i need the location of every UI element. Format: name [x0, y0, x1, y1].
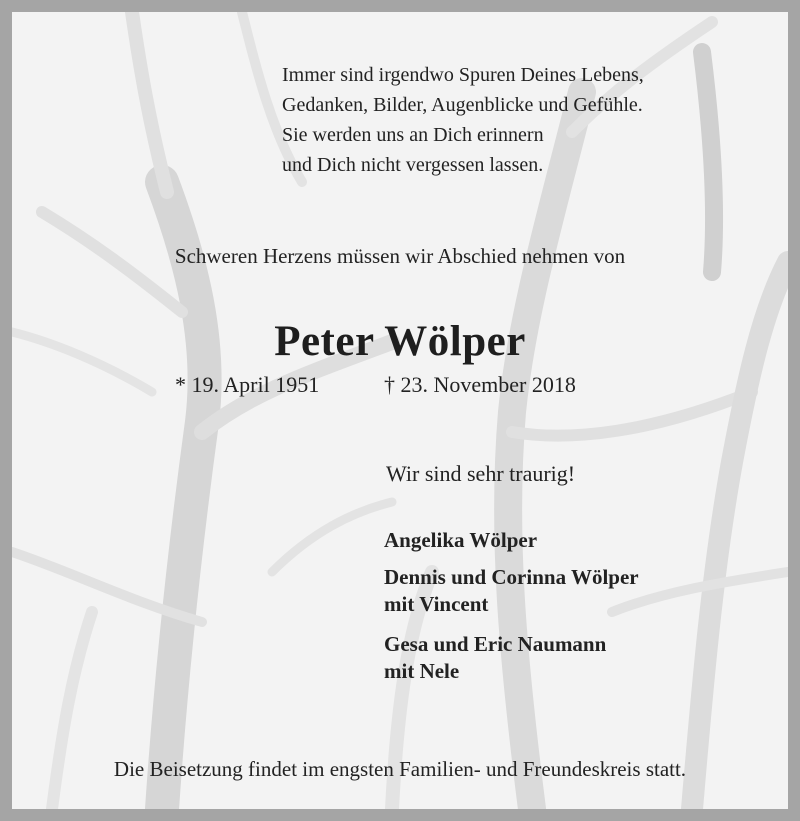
farewell-intro: Schweren Herzens müssen wir Abschied nehmen von — [174, 244, 626, 268]
burial-note: Die Beisetzung findet im engsten Familien- und Freundeskreis statt. — [113, 757, 687, 781]
obituary-card — [12, 12, 788, 809]
mourner-name: Dennis und Corinna Wölper — [384, 565, 639, 589]
mourning-statement: Wir sind sehr traurig! — [386, 461, 576, 486]
poem-line: Gedanken, Bilder, Augenblicke und Gefühle. — [282, 94, 643, 116]
poem-line: Sie werden uns an Dich erinnern — [282, 124, 544, 146]
poem-line: Immer sind irgendwo Spuren Deines Lebens, — [282, 64, 644, 86]
poem-line: und Dich nicht vergessen lassen. — [282, 154, 544, 176]
mourner-name: mit Nele — [384, 659, 460, 683]
death-date: † 23. November 2018 — [384, 372, 576, 397]
birth-date: * 19. April 1951 — [175, 372, 320, 397]
memorial-poem — [282, 60, 644, 180]
mourner-name: mit Vincent — [384, 592, 489, 616]
deceased-name: Peter Wölper — [274, 318, 526, 365]
mourner-name: Angelika Wölper — [384, 528, 538, 552]
mourner-name: Gesa und Eric Naumann — [384, 632, 607, 656]
